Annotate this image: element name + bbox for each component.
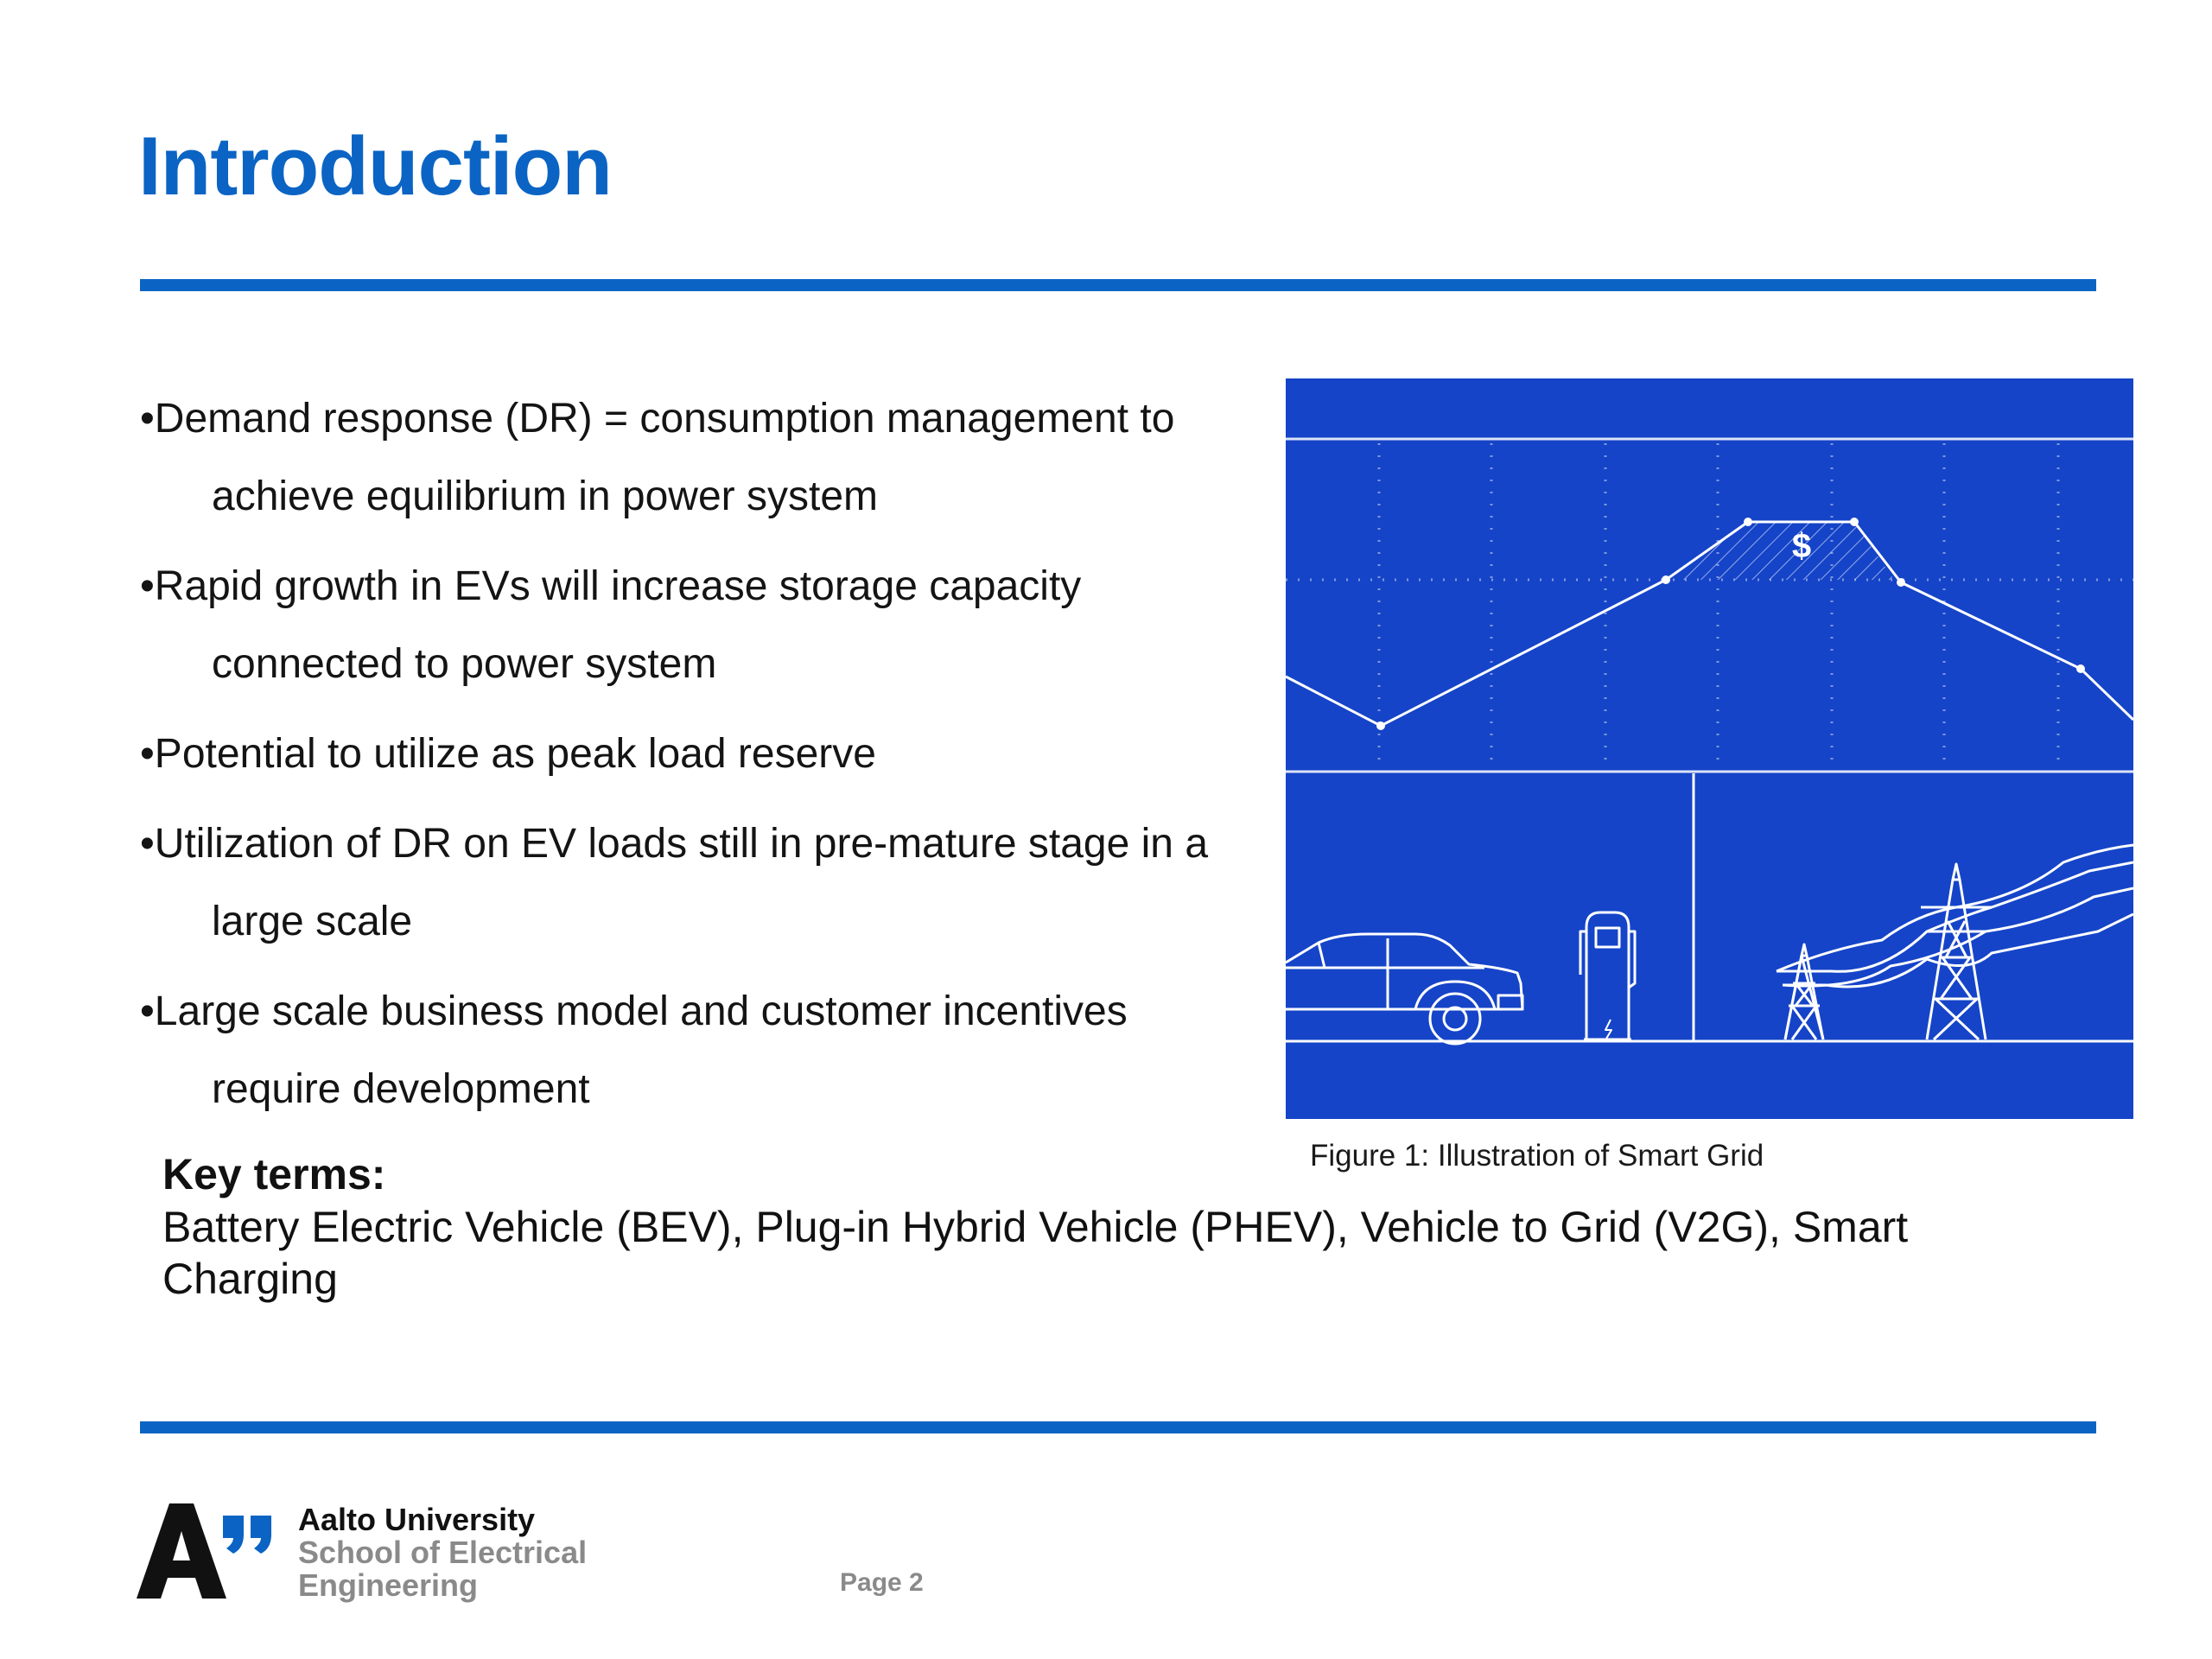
key-terms-text: Battery Electric Vehicle (BEV), Plug-in Hybrid Vehicle (PHEV), Vehicle to Grid (V2G), Smart Charging (162, 1203, 1909, 1303)
smart-grid-svg (1286, 378, 2133, 1119)
chart-grid (1286, 443, 2133, 767)
bullet-continuation: large scale (212, 899, 413, 944)
bullet-item (140, 715, 1289, 793)
bullet-continuation: connected to power system (212, 641, 717, 687)
bullet-item (140, 548, 1289, 703)
transmission-tower-icon (1777, 944, 1832, 1039)
school-name-line1: School of Electrical (298, 1535, 588, 1570)
load-curve-panel (1286, 439, 2133, 772)
bullet-text: •Utilization of DR on EV loads still in pre-mature stage in a (140, 821, 1209, 867)
organization-name (298, 1503, 587, 1602)
top-divider (140, 279, 2096, 291)
car-icon (1286, 934, 1522, 1044)
aalto-logo (137, 1503, 275, 1600)
bullet-item (140, 380, 1289, 536)
university-name: Aalto University (298, 1502, 536, 1537)
bullet-item (140, 805, 1289, 961)
bullet-text: •Demand response (DR) = consumption management to (140, 396, 1175, 442)
charging-station-icon (1580, 912, 1635, 1039)
bullet-text: •Potential to utilize as peak load reserve (140, 731, 876, 777)
figure-caption: Figure 1: Illustration of Smart Grid (1310, 1139, 1764, 1173)
bullet-item (140, 973, 1289, 1128)
bullet-text: •Large scale business model and customer incentives (140, 988, 1128, 1034)
bullet-continuation: require development (212, 1066, 590, 1112)
page-number: Page 2 (840, 1568, 924, 1597)
smart-grid-illustration (1286, 378, 2133, 1119)
price-symbol: $ (1791, 527, 1812, 565)
transmission-tower-icon (1921, 864, 1992, 1039)
scene-panel (1286, 773, 2133, 1044)
school-name-line2: Engineering (298, 1567, 479, 1603)
key-terms-heading: Key terms: (162, 1150, 386, 1198)
slide-title: Introduction (138, 120, 612, 213)
bullet-list (140, 380, 1289, 1141)
bullet-continuation: achieve equilibrium in power system (212, 474, 878, 519)
bottom-divider (140, 1421, 2096, 1433)
bullet-text: •Rapid growth in EVs will increase storage capacity (140, 563, 1082, 609)
